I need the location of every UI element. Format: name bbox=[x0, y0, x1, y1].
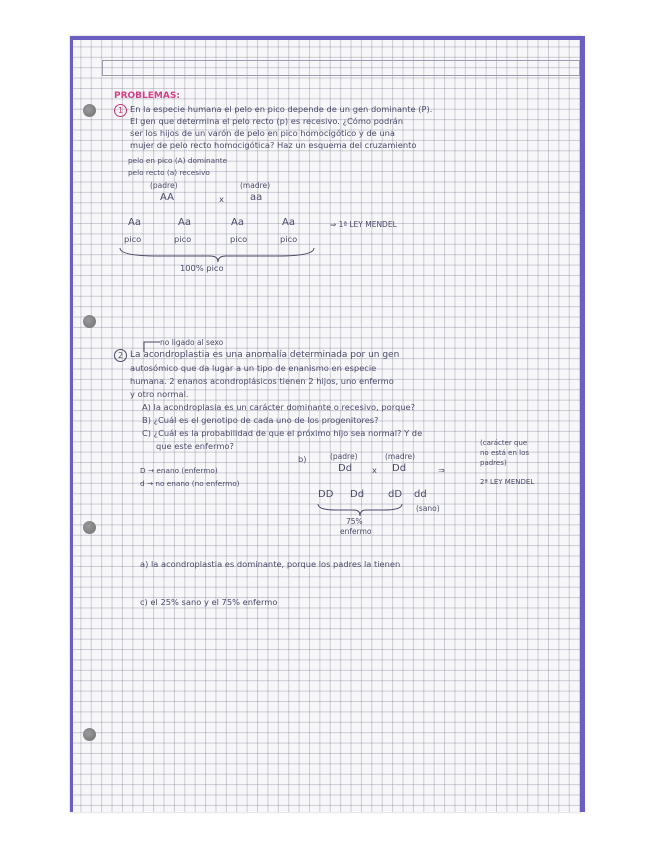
offspring-brace bbox=[118, 246, 318, 264]
question-c: C) ¿Cuál es la probabilidad de que el próximo hijo sea normal? Y de bbox=[142, 428, 423, 438]
problem-1-line: ser los hijos de un varón de pelo en pico homocigótico y de una bbox=[130, 128, 396, 138]
offspring-genotype-2: dd bbox=[414, 489, 427, 500]
note-recessive: pelo recto (a) recesivo bbox=[128, 168, 210, 177]
note-dominant: pelo en pico (A) dominante bbox=[128, 156, 228, 165]
father-genotype-2: Dd bbox=[338, 463, 353, 474]
problem-1-line: mujer de pelo recto homocigótica? Haz un esquema del cruzamiento bbox=[130, 140, 417, 150]
question-c-cont: que este enfermo? bbox=[156, 441, 234, 451]
binder-hole bbox=[83, 521, 96, 534]
side-note: no ligado al sexo bbox=[160, 338, 224, 347]
answer-b-label: b) bbox=[298, 454, 307, 464]
dd-note: (sano) bbox=[416, 504, 440, 513]
summary-percent: 75% bbox=[346, 517, 363, 526]
problem-2-number: 2 bbox=[114, 349, 127, 362]
summary-label: enfermo bbox=[340, 527, 372, 536]
cross-symbol-2: x bbox=[372, 465, 377, 475]
offspring-phenotype: pico bbox=[124, 234, 142, 244]
problem-1-summary: 100% pico bbox=[180, 263, 224, 273]
problem-1-line: En la especie humana el pelo en pico depende de un gen dominante (P). bbox=[130, 104, 433, 114]
father-genotype: AA bbox=[160, 192, 174, 203]
offspring-genotype-2: DD bbox=[318, 489, 334, 500]
mother-genotype-2: Dd bbox=[392, 463, 407, 474]
offspring-phenotype: pico bbox=[280, 234, 298, 244]
question-a: A) la acondroplasia es un carácter dominante o recesivo, porque? bbox=[142, 402, 416, 412]
side-comment: padres) bbox=[480, 459, 507, 467]
mother-genotype: aa bbox=[250, 192, 263, 203]
binder-hole bbox=[83, 315, 96, 328]
answer-a: a) la acondroplastia es dominante, porque los padres la tienen bbox=[140, 559, 401, 569]
offspring-genotype: Aa bbox=[178, 217, 191, 228]
problem-1-line: El gen que determina el pelo recto (p) es recesivo. ¿Cómo podrán bbox=[130, 116, 403, 126]
note-dominant-2: D → enano (enfermo) bbox=[140, 466, 218, 475]
father-label: (padre) bbox=[150, 181, 178, 190]
question-b: B) ¿Cuál es el genotipo de cada uno de los progenitores? bbox=[142, 415, 379, 425]
mother-label: (madre) bbox=[240, 181, 271, 190]
problem-2-line: y otro normal. bbox=[130, 389, 189, 399]
offspring-genotype: Aa bbox=[231, 217, 244, 228]
mendel-law-2: 2ª LEY MENDEL bbox=[480, 478, 535, 486]
offspring-genotype: Aa bbox=[128, 217, 141, 228]
page-right-edge bbox=[580, 36, 585, 812]
side-arrow: ⇒ bbox=[438, 465, 445, 475]
binder-hole bbox=[83, 728, 96, 741]
problem-1-number: 1 bbox=[114, 104, 127, 117]
header-box bbox=[102, 60, 580, 76]
father-label-2: (padre) bbox=[330, 452, 358, 461]
problem-2-line: La acondroplastia es una anomalía determinada por un gen bbox=[130, 350, 400, 360]
note-recessive-2: d → no enano (no enfermo) bbox=[140, 479, 240, 488]
side-comment: (carácter que bbox=[480, 439, 528, 447]
offspring-genotype-2: dD bbox=[388, 489, 403, 500]
cross-symbol: x bbox=[219, 194, 224, 204]
offspring-genotype-2: Dd bbox=[350, 489, 365, 500]
offspring-phenotype: pico bbox=[230, 234, 248, 244]
side-comment: no está en los bbox=[480, 449, 529, 457]
page-left-edge bbox=[70, 36, 73, 812]
offspring-brace-2 bbox=[316, 502, 406, 518]
problem-2-line: autosómico que da lugar a un tipo de enanismo en especie bbox=[130, 363, 377, 373]
binder-hole bbox=[83, 104, 96, 117]
answer-c: c) el 25% sano y el 75% enfermo bbox=[140, 597, 278, 607]
problem-2-line: humana. 2 enanos acondroplásicos tienen 2 hijos, uno enfermo bbox=[130, 376, 394, 386]
offspring-genotype: Aa bbox=[282, 217, 295, 228]
offspring-phenotype: pico bbox=[174, 234, 192, 244]
mother-label-2: (madre) bbox=[385, 452, 416, 461]
mendel-law-1: ⇒ 1ª LEY MENDEL bbox=[330, 220, 397, 229]
page-title: PROBLEMAS: bbox=[114, 91, 180, 101]
